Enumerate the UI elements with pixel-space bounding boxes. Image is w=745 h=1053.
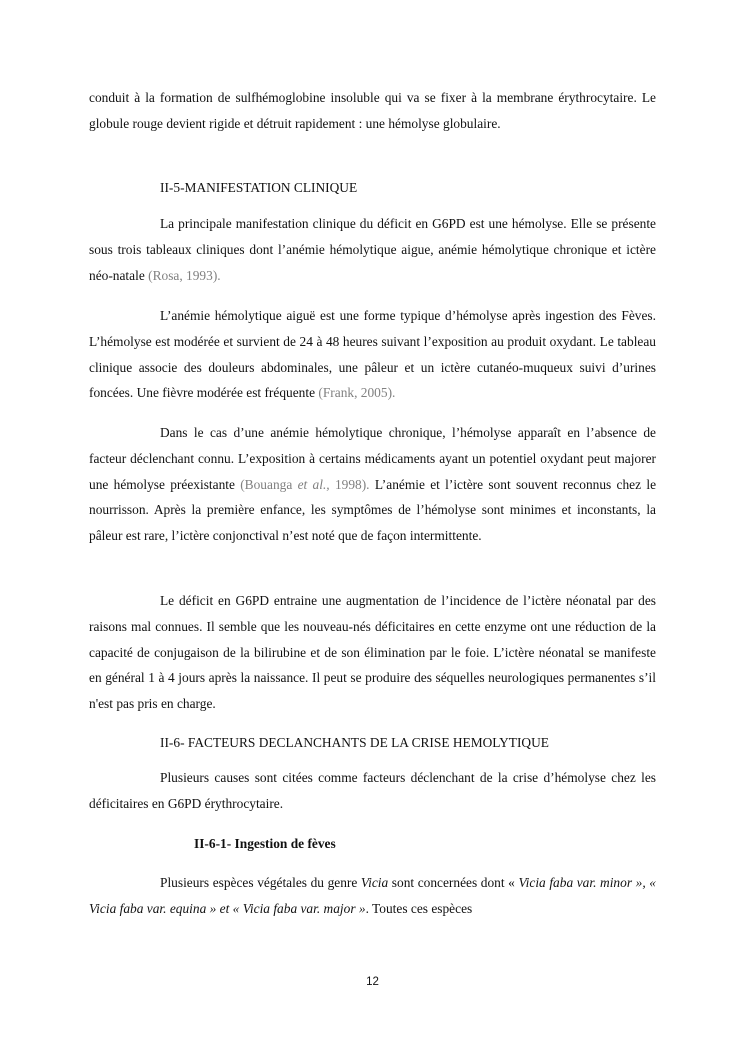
paragraph-vicia bbox=[89, 870, 656, 922]
citation-rosa: (Rosa, 1993). bbox=[148, 267, 221, 283]
paragraph-anemie-aigue bbox=[89, 303, 656, 406]
paragraph-ictere-neonatal: Le déficit en G6PD entraine une augmentation de l’incidence de l’ictère néonatal par des raisons mal connues. Il semble que les nouveau-nés déficitaires en cette enzyme ont une réduction de la capacité de conjugaison de la bilirubine et de son élimination par le foie. L’ictère néonatal se manifeste en général 1 à 4 jours après la naissance. Il peut se produire des séquelles neurologiques permanentes s’il n'est pas pris en charge. bbox=[89, 593, 656, 712]
citation-frank: (Frank, 2005). bbox=[318, 385, 396, 401]
paragraph-text: La principale manifestation clinique du déficit en G6PD est une hémolyse. Elle se présente sous trois tableaux cliniques dont l’anémie hémolytique aigue, anémie hémolytique chronique et ictère néo-natale bbox=[89, 216, 656, 283]
paragraph-text: sont concernées dont « bbox=[388, 875, 519, 890]
citation-year: 1998). bbox=[329, 476, 370, 492]
paragraph-manifestation bbox=[89, 211, 656, 288]
heading-ingestion-feves: II-6-1- Ingestion de fèves bbox=[194, 836, 336, 851]
citation-etal: et al., bbox=[297, 476, 330, 492]
citation-bouanga bbox=[240, 477, 369, 492]
paragraph-causes: Plusieurs causes sont citées comme facteurs déclenchant de la crise d’hémolyse chez les déficitaires en G6PD érythrocytaire. bbox=[89, 770, 656, 811]
page-number: 12 bbox=[366, 976, 379, 988]
paragraph-text: L’anémie et l’ictère sont souvent reconnus chez le nourrisson. Après la première enfance, les symptômes de l’hémolyse sont minimes et inconstants, la pâleur est rare, l’ictère conjonctival n’est noté que de façon intermittente. bbox=[89, 476, 657, 544]
species-list: Vicia faba var. minor », « Vicia faba var. equina » et « Vicia faba var. major » bbox=[89, 875, 656, 916]
paragraph-anemie-chronique bbox=[89, 420, 656, 549]
genus-vicia: Vicia bbox=[360, 875, 389, 890]
citation-author: (Bouanga bbox=[240, 476, 298, 492]
heading-manifestation-clinique: II-5-MANIFESTATION CLINIQUE bbox=[160, 180, 358, 195]
paragraph-text: L’anémie hémolytique aiguë est une forme typique d’hémolyse après ingestion des Fèves. L’hémolyse est modérée et survient de 24 à 48 heures suivant l’exposition au produit oxydant. Le tableau clinique associe des douleurs abdominales, une pâleur et un ictère cutanéo-muqueux suivi d’urines foncées. Une fièvre modérée est fréquente bbox=[89, 308, 656, 401]
paragraph-text: Dans le cas d’une anémie hémolytique chronique, l’hémolyse apparaît en l’absence de facteur déclenchant connu. L’exposition à certains médicaments ayant un potentiel oxydant peut majorer une hémolyse préexistante bbox=[89, 425, 656, 492]
paragraph-sulfhemoglobine: conduit à la formation de sulfhémoglobine insoluble qui va se fixer à la membrane érythrocytaire. Le globule rouge devient rigide et détruit rapidement : une hémolyse globulaire. bbox=[89, 90, 656, 131]
heading-facteurs-declanchants: II-6- FACTEURS DECLANCHANTS DE LA CRISE HEMOLYTIQUE bbox=[160, 735, 549, 750]
paragraph-text: Plusieurs espèces végétales du genre bbox=[160, 875, 361, 890]
paragraph-text: . Toutes ces espèces bbox=[365, 900, 473, 916]
